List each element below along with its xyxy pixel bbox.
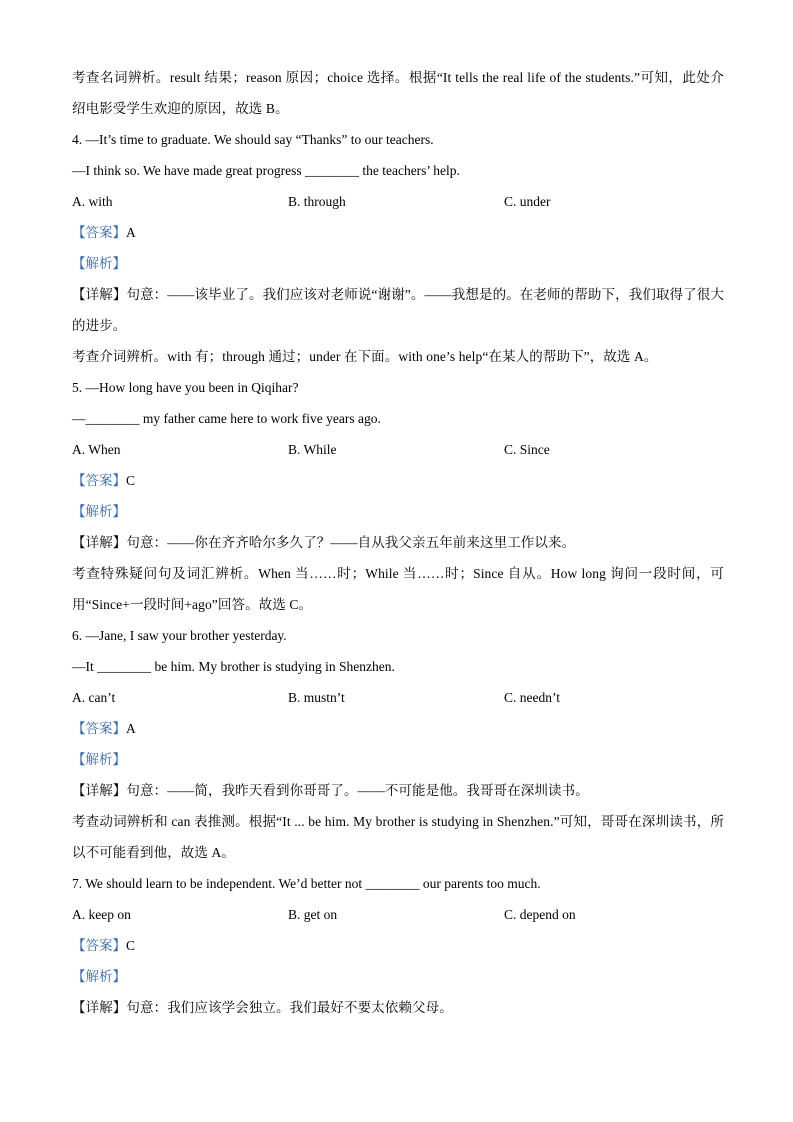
question-stem: 6. —Jane, I saw your brother yesterday. xyxy=(72,628,287,643)
question-stem: —________ my father came here to work five years ago. xyxy=(72,411,381,426)
question-stem: 4. —It’s time to graduate. We should say “Thanks” to our teachers. xyxy=(72,132,434,147)
option-list xyxy=(72,434,724,465)
answer-line xyxy=(72,930,724,961)
detail-paragraph xyxy=(72,775,724,806)
option-c: C. under xyxy=(504,194,551,209)
option-list xyxy=(72,186,724,217)
answer-label: 【答案】 xyxy=(72,721,126,736)
explanation: 考查动词辨析和 can 表推测。根据“It ... be him. My brother is studying in Shenzhen.”可知，哥哥在深圳读书，所以不可能看到他，故选 A。 xyxy=(72,814,724,860)
detail-paragraph xyxy=(72,527,724,558)
question-6 xyxy=(72,620,724,868)
option-a: A. When xyxy=(72,442,121,457)
detail-text: 句意：——该毕业了。我们应该对老师说“谢谢”。——我想是的。在老师的帮助下，我们取得了很大的进步。 xyxy=(72,287,724,333)
answer-value: A xyxy=(126,225,136,240)
option-b: B. get on xyxy=(288,907,338,922)
option-a: A. can’t xyxy=(72,690,116,705)
answer-value: A xyxy=(126,721,136,736)
option-list xyxy=(72,899,724,930)
detail-label: 【详解】 xyxy=(72,783,127,798)
document-page xyxy=(72,62,724,1023)
question-stem: —It ________ be him. My brother is studying in Shenzhen. xyxy=(72,659,395,674)
detail-label: 【详解】 xyxy=(72,535,127,550)
analysis-line xyxy=(72,961,724,992)
answer-value: C xyxy=(126,473,136,488)
analysis-line xyxy=(72,744,724,775)
option-c: C. needn’t xyxy=(504,690,560,705)
question-5 xyxy=(72,372,724,620)
analysis-line xyxy=(72,248,724,279)
answer-label: 【答案】 xyxy=(72,473,126,488)
analysis-label: 【解析】 xyxy=(72,504,126,519)
analysis-label: 【解析】 xyxy=(72,752,126,767)
question-stem: —I think so. We have made great progress ________ the teachers’ help. xyxy=(72,163,460,178)
question-stem: 5. —How long have you been in Qiqihar? xyxy=(72,380,299,395)
option-c: C. depend on xyxy=(504,907,576,922)
detail-text: 句意：我们应该学会独立。我们最好不要太依赖父母。 xyxy=(126,1000,453,1015)
option-b: B. mustn’t xyxy=(288,690,345,705)
question-4 xyxy=(72,124,724,372)
option-b: B. While xyxy=(288,442,337,457)
detail-text: 句意：——简，我昨天看到你哥哥了。——不可能是他。我哥哥在深圳读书。 xyxy=(126,783,589,798)
analysis-label: 【解析】 xyxy=(72,256,126,271)
option-list xyxy=(72,682,724,713)
detail-label: 【详解】 xyxy=(72,287,127,302)
answer-value: C xyxy=(126,938,136,953)
answer-label: 【答案】 xyxy=(72,225,126,240)
answer-label: 【答案】 xyxy=(72,938,126,953)
option-a: A. with xyxy=(72,194,113,209)
detail-paragraph xyxy=(72,992,724,1023)
option-c: C. Since xyxy=(504,442,550,457)
explanation: 考查介词辨析。with 有；through 通过；under 在下面。with one’s help“在某人的帮助下”，故选 A。 xyxy=(72,349,658,364)
q3-explanation: 考查名词辨析。result 结果；reason 原因；choice 选择。根据“It tells the real life of the students.”可知，此处介绍电影受学生欢迎的原因，故选 B。 xyxy=(72,70,724,116)
analysis-line xyxy=(72,496,724,527)
answer-line xyxy=(72,465,724,496)
analysis-label: 【解析】 xyxy=(72,969,126,984)
detail-paragraph xyxy=(72,279,724,341)
detail-label: 【详解】 xyxy=(72,1000,127,1015)
option-b: B. through xyxy=(288,194,346,209)
question-7 xyxy=(72,868,724,1023)
explanation: 考查特殊疑问句及词汇辨析。When 当……时；While 当……时；Since 自从。How long 询问一段时间，可用“Since+一段时间+ago”回答。故选 C。 xyxy=(72,566,724,612)
detail-text: 句意：——你在齐齐哈尔多久了？——自从我父亲五年前来这里工作以来。 xyxy=(126,535,576,550)
answer-line xyxy=(72,217,724,248)
question-stem: 7. We should learn to be independent. We’d better not ________ our parents too much. xyxy=(72,876,541,891)
answer-line xyxy=(72,713,724,744)
option-a: A. keep on xyxy=(72,907,131,922)
